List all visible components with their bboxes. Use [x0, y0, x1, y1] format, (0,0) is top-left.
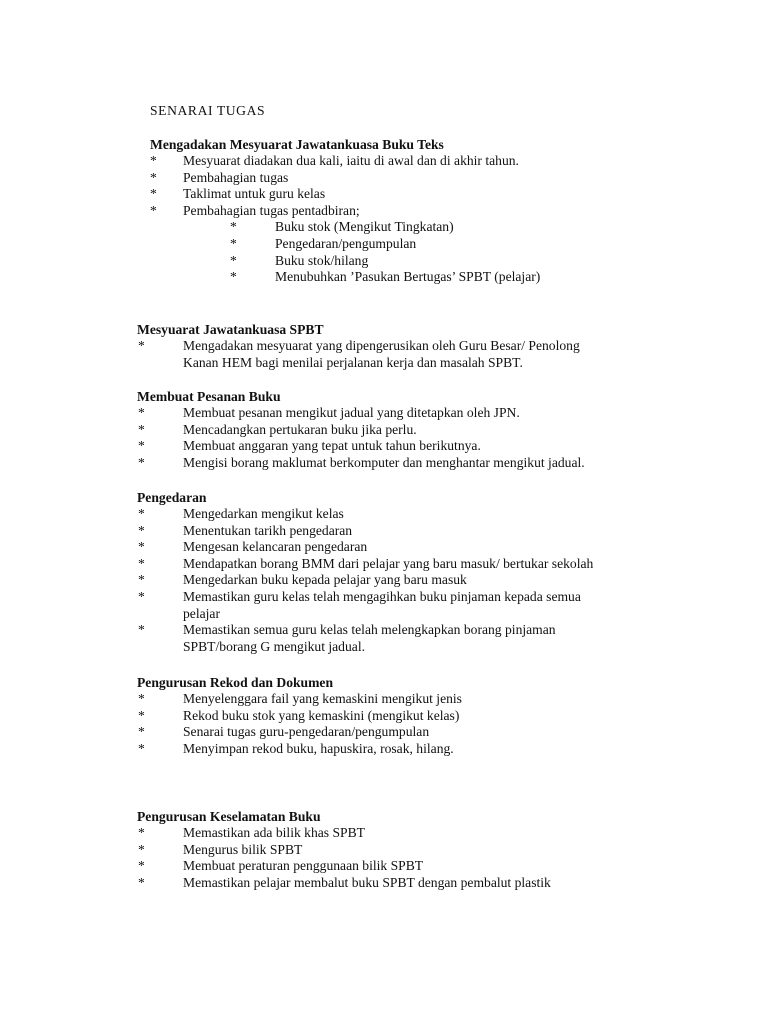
section-heading: Mesyuarat Jawatankuasa SPBT	[137, 322, 324, 337]
list-item	[0, 622, 768, 655]
sub-list-container	[0, 219, 768, 285]
sub-list-item-text: Buku stok/hilang	[275, 252, 369, 268]
bullet-marker: *	[138, 555, 145, 571]
list-item-text: Memastikan semua guru kelas telah melengkapkan borang pinjaman SPBT/borang G mengikut jadual.	[183, 622, 556, 654]
bullet-marker: *	[150, 169, 157, 185]
bullet-marker: *	[138, 858, 145, 874]
bullet-marker: *	[150, 153, 157, 168]
bullet-marker: *	[138, 454, 145, 470]
list-item	[0, 186, 768, 203]
list-item	[0, 875, 768, 892]
list-item-text: Membuat peraturan penggunaan bilik SPBT	[183, 858, 424, 874]
bullet-marker: *	[138, 874, 145, 890]
bullet-marker: *	[230, 269, 237, 285]
list-item-text: Mengedarkan mengikut kelas	[183, 506, 344, 521]
list-item-text: Pembahagian tugas pentadbiran;	[183, 202, 360, 218]
list-item-text: Mengurus bilik SPBT	[183, 841, 303, 857]
list-item-text: Mesyuarat diadakan dua kali, iaitu di awal dan di akhir tahun.	[183, 153, 519, 168]
list-item	[0, 455, 768, 472]
list-item-text: Taklimat untuk guru kelas	[183, 186, 326, 202]
list-item	[0, 589, 768, 622]
bullet-marker: *	[138, 740, 145, 756]
list-item	[0, 153, 768, 170]
bullet-marker: *	[138, 338, 145, 353]
section-heading: Pengurusan Keselamatan Buku	[137, 809, 321, 824]
bullet-marker: *	[138, 572, 145, 588]
list-item	[0, 539, 768, 556]
section-heading: Membuat Pesanan Buku	[137, 389, 281, 404]
list-item-text: Menentukan tarikh pengedaran	[183, 522, 353, 538]
list-item	[0, 523, 768, 540]
section-list	[0, 506, 768, 655]
section-list	[0, 338, 768, 371]
list-item-text: Mencadangkan pertukaran buku jika perlu.	[183, 421, 417, 437]
list-item-text: Membuat anggaran yang tepat untuk tahun berikutnya.	[183, 438, 481, 454]
list-item-text: Rekod buku stok yang kemaskini (mengikut kelas)	[183, 707, 460, 723]
section-list	[0, 405, 768, 471]
sub-list-item	[0, 236, 768, 253]
list-item-text: Memastikan pelajar membalut buku SPBT dengan pembalut plastik	[183, 874, 551, 890]
list-item-text: Mengisi borang maklumat berkomputer dan menghantar mengikut jadual.	[183, 454, 585, 470]
list-item-text: Mengedarkan buku kepada pelajar yang baru masuk	[183, 572, 467, 588]
bullet-marker: *	[138, 841, 145, 857]
bullet-marker: *	[138, 522, 145, 538]
bullet-marker: *	[138, 691, 145, 706]
bullet-marker: *	[138, 438, 145, 454]
bullet-marker: *	[138, 622, 145, 638]
section-heading: Mengadakan Mesyuarat Jawatankuasa Buku Teks	[150, 137, 444, 152]
list-item-text: Memastikan guru kelas telah mengagihkan buku pinjaman kepada semua pelajar	[183, 588, 581, 621]
list-item-text: Mendapatkan borang BMM dari pelajar yang baru masuk/ bertukar sekolah	[183, 555, 594, 571]
sub-list-item	[0, 253, 768, 270]
list-item-text: Membuat pesanan mengikut jadual yang ditetapkan oleh JPN.	[183, 405, 520, 420]
list-item-text: Pembahagian tugas	[183, 169, 289, 185]
list-item-text: Mengadakan mesyuarat yang dipengerusikan oleh Guru Besar/ Penolong Kanan HEM bagi menilai perjalanan kerja dan masalah SPBT.	[183, 338, 580, 370]
list-item	[0, 691, 768, 708]
list-item	[0, 422, 768, 439]
bullet-marker: *	[230, 219, 237, 235]
sub-list-item	[0, 269, 768, 286]
list-item	[0, 572, 768, 589]
sub-list-item	[0, 219, 768, 236]
bullet-marker: *	[138, 539, 145, 555]
section-list	[0, 153, 768, 286]
bullet-marker: *	[138, 724, 145, 740]
bullet-marker: *	[138, 707, 145, 723]
bullet-marker: *	[138, 405, 145, 420]
section-list	[0, 825, 768, 891]
bullet-marker: *	[138, 421, 145, 437]
section-list	[0, 691, 768, 757]
list-item-text: Menyimpan rekod buku, hapuskira, rosak, hilang.	[183, 740, 454, 756]
list-item-text: Mengesan kelancaran pengedaran	[183, 539, 368, 555]
section-heading: Pengedaran	[137, 490, 207, 505]
list-item	[0, 338, 768, 371]
list-item	[0, 438, 768, 455]
list-item	[0, 405, 768, 422]
list-item	[0, 203, 768, 220]
list-item	[0, 556, 768, 573]
list-item	[0, 708, 768, 725]
list-item-text: Menyelenggara fail yang kemaskini mengikut jenis	[183, 691, 462, 706]
sub-list-item-text: Pengedaran/pengumpulan	[275, 235, 417, 251]
bullet-marker: *	[230, 235, 237, 251]
list-item	[0, 825, 768, 842]
list-item	[0, 741, 768, 758]
list-item-text: Senarai tugas guru-pengedaran/pengumpulan	[183, 724, 430, 740]
bullet-marker: *	[138, 825, 145, 840]
list-item	[0, 170, 768, 187]
bullet-marker: *	[138, 506, 145, 521]
document-title: SENARAI TUGAS	[150, 103, 266, 118]
bullet-marker: *	[138, 588, 145, 604]
sub-list-item-text: Buku stok (Mengikut Tingkatan)	[275, 219, 454, 235]
sub-list	[0, 219, 768, 285]
section-heading: Pengurusan Rekod dan Dokumen	[137, 675, 334, 690]
list-item	[0, 858, 768, 875]
list-item-text: Memastikan ada bilik khas SPBT	[183, 825, 365, 840]
list-item	[0, 724, 768, 741]
bullet-marker: *	[230, 252, 237, 268]
list-item	[0, 842, 768, 859]
sub-list-item-text: Menubuhkan ’Pasukan Bertugas’ SPBT (pelajar)	[275, 269, 541, 285]
bullet-marker: *	[150, 186, 157, 202]
list-item	[0, 506, 768, 523]
bullet-marker: *	[150, 202, 157, 218]
